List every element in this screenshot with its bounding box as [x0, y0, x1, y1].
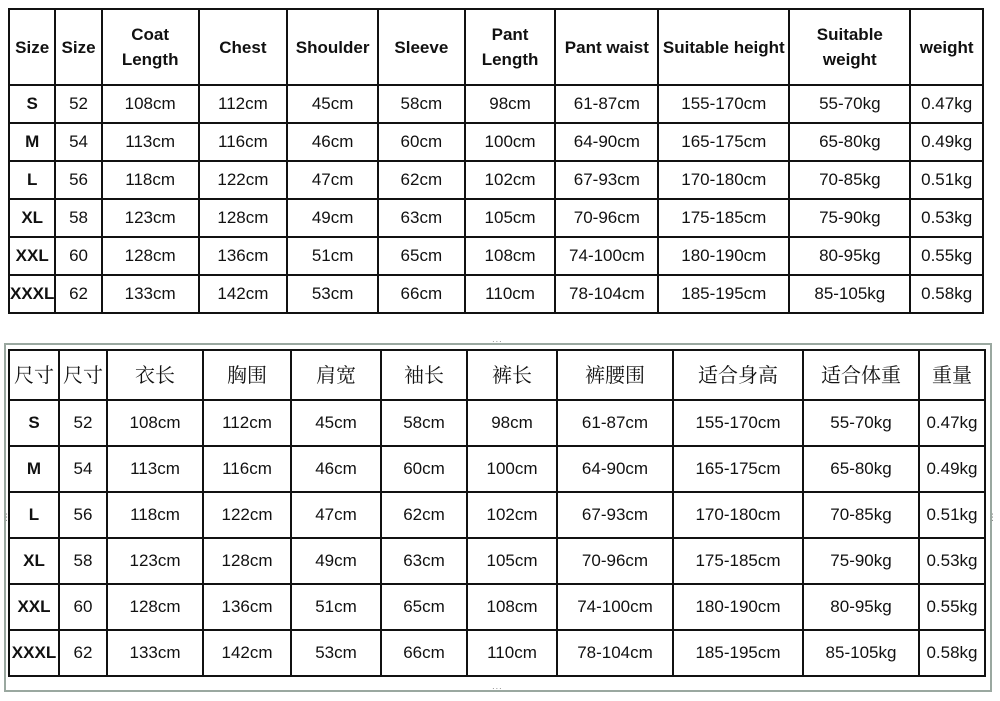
- cell-pant-length: 100cm: [465, 123, 556, 161]
- cell-size: L: [9, 161, 55, 199]
- cell-suitable-weight: 65-80kg: [789, 123, 910, 161]
- cell-suitable-height: 170-180cm: [673, 492, 803, 538]
- cell-size-number: 54: [59, 446, 107, 492]
- cell-shoulder: 46cm: [287, 123, 378, 161]
- cell-shoulder: 49cm: [287, 199, 378, 237]
- cell-shoulder: 53cm: [291, 630, 381, 676]
- cell-pant-length: 98cm: [465, 85, 556, 123]
- cell-chest: 128cm: [203, 538, 291, 584]
- header-pant-length: 裤长: [467, 350, 557, 400]
- cell-chest: 122cm: [203, 492, 291, 538]
- cell-size: XXXL: [9, 275, 55, 313]
- cell-pant-waist: 67-93cm: [555, 161, 658, 199]
- cell-pant-waist: 61-87cm: [555, 85, 658, 123]
- cell-sleeve: 65cm: [378, 237, 465, 275]
- cell-coat-length: 118cm: [102, 161, 199, 199]
- cell-suitable-height: 185-195cm: [673, 630, 803, 676]
- header-suitable-weight: 适合体重: [803, 350, 919, 400]
- cell-pant-waist: 78-104cm: [557, 630, 673, 676]
- header-suitable-height: Suitable height: [658, 9, 789, 85]
- cell-pant-waist: 74-100cm: [555, 237, 658, 275]
- cell-chest: 116cm: [199, 123, 288, 161]
- header-coat-length: Coat Length: [102, 9, 199, 85]
- cell-shoulder: 51cm: [287, 237, 378, 275]
- cell-size: XL: [9, 538, 59, 584]
- cell-pant-length: 105cm: [467, 538, 557, 584]
- cell-coat-length: 133cm: [102, 275, 199, 313]
- size-chart-chinese: [8, 349, 986, 677]
- cell-chest: 142cm: [203, 630, 291, 676]
- cell-suitable-weight: 65-80kg: [803, 446, 919, 492]
- resize-handle-left[interactable]: ⋮: [2, 512, 12, 522]
- cell-suitable-weight: 70-85kg: [789, 161, 910, 199]
- cell-size: L: [9, 492, 59, 538]
- cell-sleeve: 63cm: [381, 538, 467, 584]
- cell-coat-length: 133cm: [107, 630, 203, 676]
- cell-suitable-height: 170-180cm: [658, 161, 789, 199]
- cell-size-number: 60: [55, 237, 101, 275]
- header-chest: 胸围: [203, 350, 291, 400]
- cell-weight: 0.53kg: [919, 538, 985, 584]
- header-row: [9, 350, 985, 400]
- cell-suitable-height: 165-175cm: [673, 446, 803, 492]
- cell-suitable-weight: 80-95kg: [789, 237, 910, 275]
- table-row: [9, 123, 983, 161]
- cell-size-number: 58: [55, 199, 101, 237]
- cell-weight: 0.58kg: [910, 275, 983, 313]
- cell-coat-length: 113cm: [107, 446, 203, 492]
- cell-shoulder: 47cm: [291, 492, 381, 538]
- cell-chest: 122cm: [199, 161, 288, 199]
- cell-chest: 136cm: [203, 584, 291, 630]
- cell-pant-length: 100cm: [467, 446, 557, 492]
- cell-suitable-weight: 85-105kg: [803, 630, 919, 676]
- header-size: 尺寸: [9, 350, 59, 400]
- cell-pant-waist: 74-100cm: [557, 584, 673, 630]
- resize-handle-bottom[interactable]: ∙∙∙: [492, 683, 503, 693]
- cell-pant-length: 102cm: [465, 161, 556, 199]
- cell-coat-length: 128cm: [102, 237, 199, 275]
- header-pant-length: Pant Length: [465, 9, 556, 85]
- cell-size-number: 58: [59, 538, 107, 584]
- cell-chest: 142cm: [199, 275, 288, 313]
- size-chart-english: [8, 8, 984, 314]
- cell-weight: 0.47kg: [919, 400, 985, 446]
- cell-suitable-weight: 55-70kg: [803, 400, 919, 446]
- cell-coat-length: 108cm: [107, 400, 203, 446]
- cell-weight: 0.49kg: [910, 123, 983, 161]
- cell-size-number: 62: [55, 275, 101, 313]
- cell-suitable-weight: 85-105kg: [789, 275, 910, 313]
- cell-weight: 0.51kg: [919, 492, 985, 538]
- cell-suitable-height: 180-190cm: [658, 237, 789, 275]
- cell-pant-length: 108cm: [467, 584, 557, 630]
- cell-shoulder: 45cm: [291, 400, 381, 446]
- header-coat-length: 衣长: [107, 350, 203, 400]
- cell-sleeve: 63cm: [378, 199, 465, 237]
- cell-weight: 0.55kg: [910, 237, 983, 275]
- cell-size: S: [9, 400, 59, 446]
- header-row: [9, 9, 983, 85]
- cell-shoulder: 51cm: [291, 584, 381, 630]
- cell-shoulder: 47cm: [287, 161, 378, 199]
- cell-suitable-height: 185-195cm: [658, 275, 789, 313]
- table-row: [9, 85, 983, 123]
- header-size-number: Size: [55, 9, 101, 85]
- cell-sleeve: 62cm: [381, 492, 467, 538]
- cell-pant-waist: 78-104cm: [555, 275, 658, 313]
- header-weight: 重量: [919, 350, 985, 400]
- cell-size-number: 62: [59, 630, 107, 676]
- header-pant-waist: Pant waist: [555, 9, 658, 85]
- cell-coat-length: 128cm: [107, 584, 203, 630]
- cell-size: XXL: [9, 584, 59, 630]
- table-row: [9, 538, 985, 584]
- cell-suitable-weight: 75-90kg: [789, 199, 910, 237]
- cell-coat-length: 123cm: [102, 199, 199, 237]
- cell-suitable-height: 165-175cm: [658, 123, 789, 161]
- cell-pant-length: 102cm: [467, 492, 557, 538]
- cell-pant-length: 110cm: [465, 275, 556, 313]
- cell-suitable-weight: 80-95kg: [803, 584, 919, 630]
- cell-sleeve: 60cm: [378, 123, 465, 161]
- cell-pant-length: 105cm: [465, 199, 556, 237]
- cell-pant-length: 110cm: [467, 630, 557, 676]
- cell-pant-length: 108cm: [465, 237, 556, 275]
- cell-suitable-height: 180-190cm: [673, 584, 803, 630]
- cell-pant-length: 98cm: [467, 400, 557, 446]
- cell-size-number: 54: [55, 123, 101, 161]
- table-row: [9, 584, 985, 630]
- cell-size: XL: [9, 199, 55, 237]
- cell-weight: 0.55kg: [919, 584, 985, 630]
- header-sleeve: 袖长: [381, 350, 467, 400]
- table-row: [9, 275, 983, 313]
- header-sleeve: Sleeve: [378, 9, 465, 85]
- cell-suitable-height: 175-185cm: [658, 199, 789, 237]
- cell-size-number: 56: [59, 492, 107, 538]
- cell-size-number: 56: [55, 161, 101, 199]
- cell-pant-waist: 61-87cm: [557, 400, 673, 446]
- header-suitable-weight: Suitable weight: [789, 9, 910, 85]
- resize-handle-top[interactable]: ∙∙∙: [492, 336, 503, 346]
- cell-coat-length: 123cm: [107, 538, 203, 584]
- cell-sleeve: 60cm: [381, 446, 467, 492]
- cell-coat-length: 118cm: [107, 492, 203, 538]
- cell-sleeve: 58cm: [381, 400, 467, 446]
- header-shoulder: 肩宽: [291, 350, 381, 400]
- cell-sleeve: 58cm: [378, 85, 465, 123]
- cell-suitable-weight: 55-70kg: [789, 85, 910, 123]
- cell-chest: 112cm: [199, 85, 288, 123]
- header-chest: Chest: [199, 9, 288, 85]
- cell-shoulder: 46cm: [291, 446, 381, 492]
- header-weight: weight: [910, 9, 983, 85]
- table-row: [9, 161, 983, 199]
- cell-sleeve: 65cm: [381, 584, 467, 630]
- cell-sleeve: 62cm: [378, 161, 465, 199]
- cell-suitable-weight: 70-85kg: [803, 492, 919, 538]
- cell-pant-waist: 64-90cm: [555, 123, 658, 161]
- cell-weight: 0.49kg: [919, 446, 985, 492]
- table-row: [9, 237, 983, 275]
- cell-chest: 128cm: [199, 199, 288, 237]
- cell-coat-length: 113cm: [102, 123, 199, 161]
- cell-pant-waist: 64-90cm: [557, 446, 673, 492]
- cell-shoulder: 45cm: [287, 85, 378, 123]
- cell-size-number: 60: [59, 584, 107, 630]
- table-row: [9, 199, 983, 237]
- header-suitable-height: 适合身高: [673, 350, 803, 400]
- header-size: Size: [9, 9, 55, 85]
- cell-chest: 136cm: [199, 237, 288, 275]
- cell-suitable-height: 155-170cm: [673, 400, 803, 446]
- cell-shoulder: 49cm: [291, 538, 381, 584]
- table-row: [9, 630, 985, 676]
- resize-handle-right[interactable]: ⋮: [988, 512, 998, 522]
- cell-pant-waist: 67-93cm: [557, 492, 673, 538]
- table-row: [9, 446, 985, 492]
- cell-size: S: [9, 85, 55, 123]
- cell-chest: 116cm: [203, 446, 291, 492]
- table-row: [9, 492, 985, 538]
- cell-weight: 0.58kg: [919, 630, 985, 676]
- cell-weight: 0.51kg: [910, 161, 983, 199]
- cell-size-number: 52: [59, 400, 107, 446]
- cell-sleeve: 66cm: [381, 630, 467, 676]
- cell-pant-waist: 70-96cm: [557, 538, 673, 584]
- cell-size: M: [9, 123, 55, 161]
- cell-weight: 0.47kg: [910, 85, 983, 123]
- header-size-number: 尺寸: [59, 350, 107, 400]
- cell-size: XXXL: [9, 630, 59, 676]
- cell-chest: 112cm: [203, 400, 291, 446]
- cell-weight: 0.53kg: [910, 199, 983, 237]
- cell-size: XXL: [9, 237, 55, 275]
- cell-size-number: 52: [55, 85, 101, 123]
- cell-coat-length: 108cm: [102, 85, 199, 123]
- header-shoulder: Shoulder: [287, 9, 378, 85]
- cell-size: M: [9, 446, 59, 492]
- cell-pant-waist: 70-96cm: [555, 199, 658, 237]
- cell-suitable-height: 175-185cm: [673, 538, 803, 584]
- cell-shoulder: 53cm: [287, 275, 378, 313]
- cell-suitable-weight: 75-90kg: [803, 538, 919, 584]
- cell-sleeve: 66cm: [378, 275, 465, 313]
- cell-suitable-height: 155-170cm: [658, 85, 789, 123]
- header-pant-waist: 裤腰围: [557, 350, 673, 400]
- table-row: [9, 400, 985, 446]
